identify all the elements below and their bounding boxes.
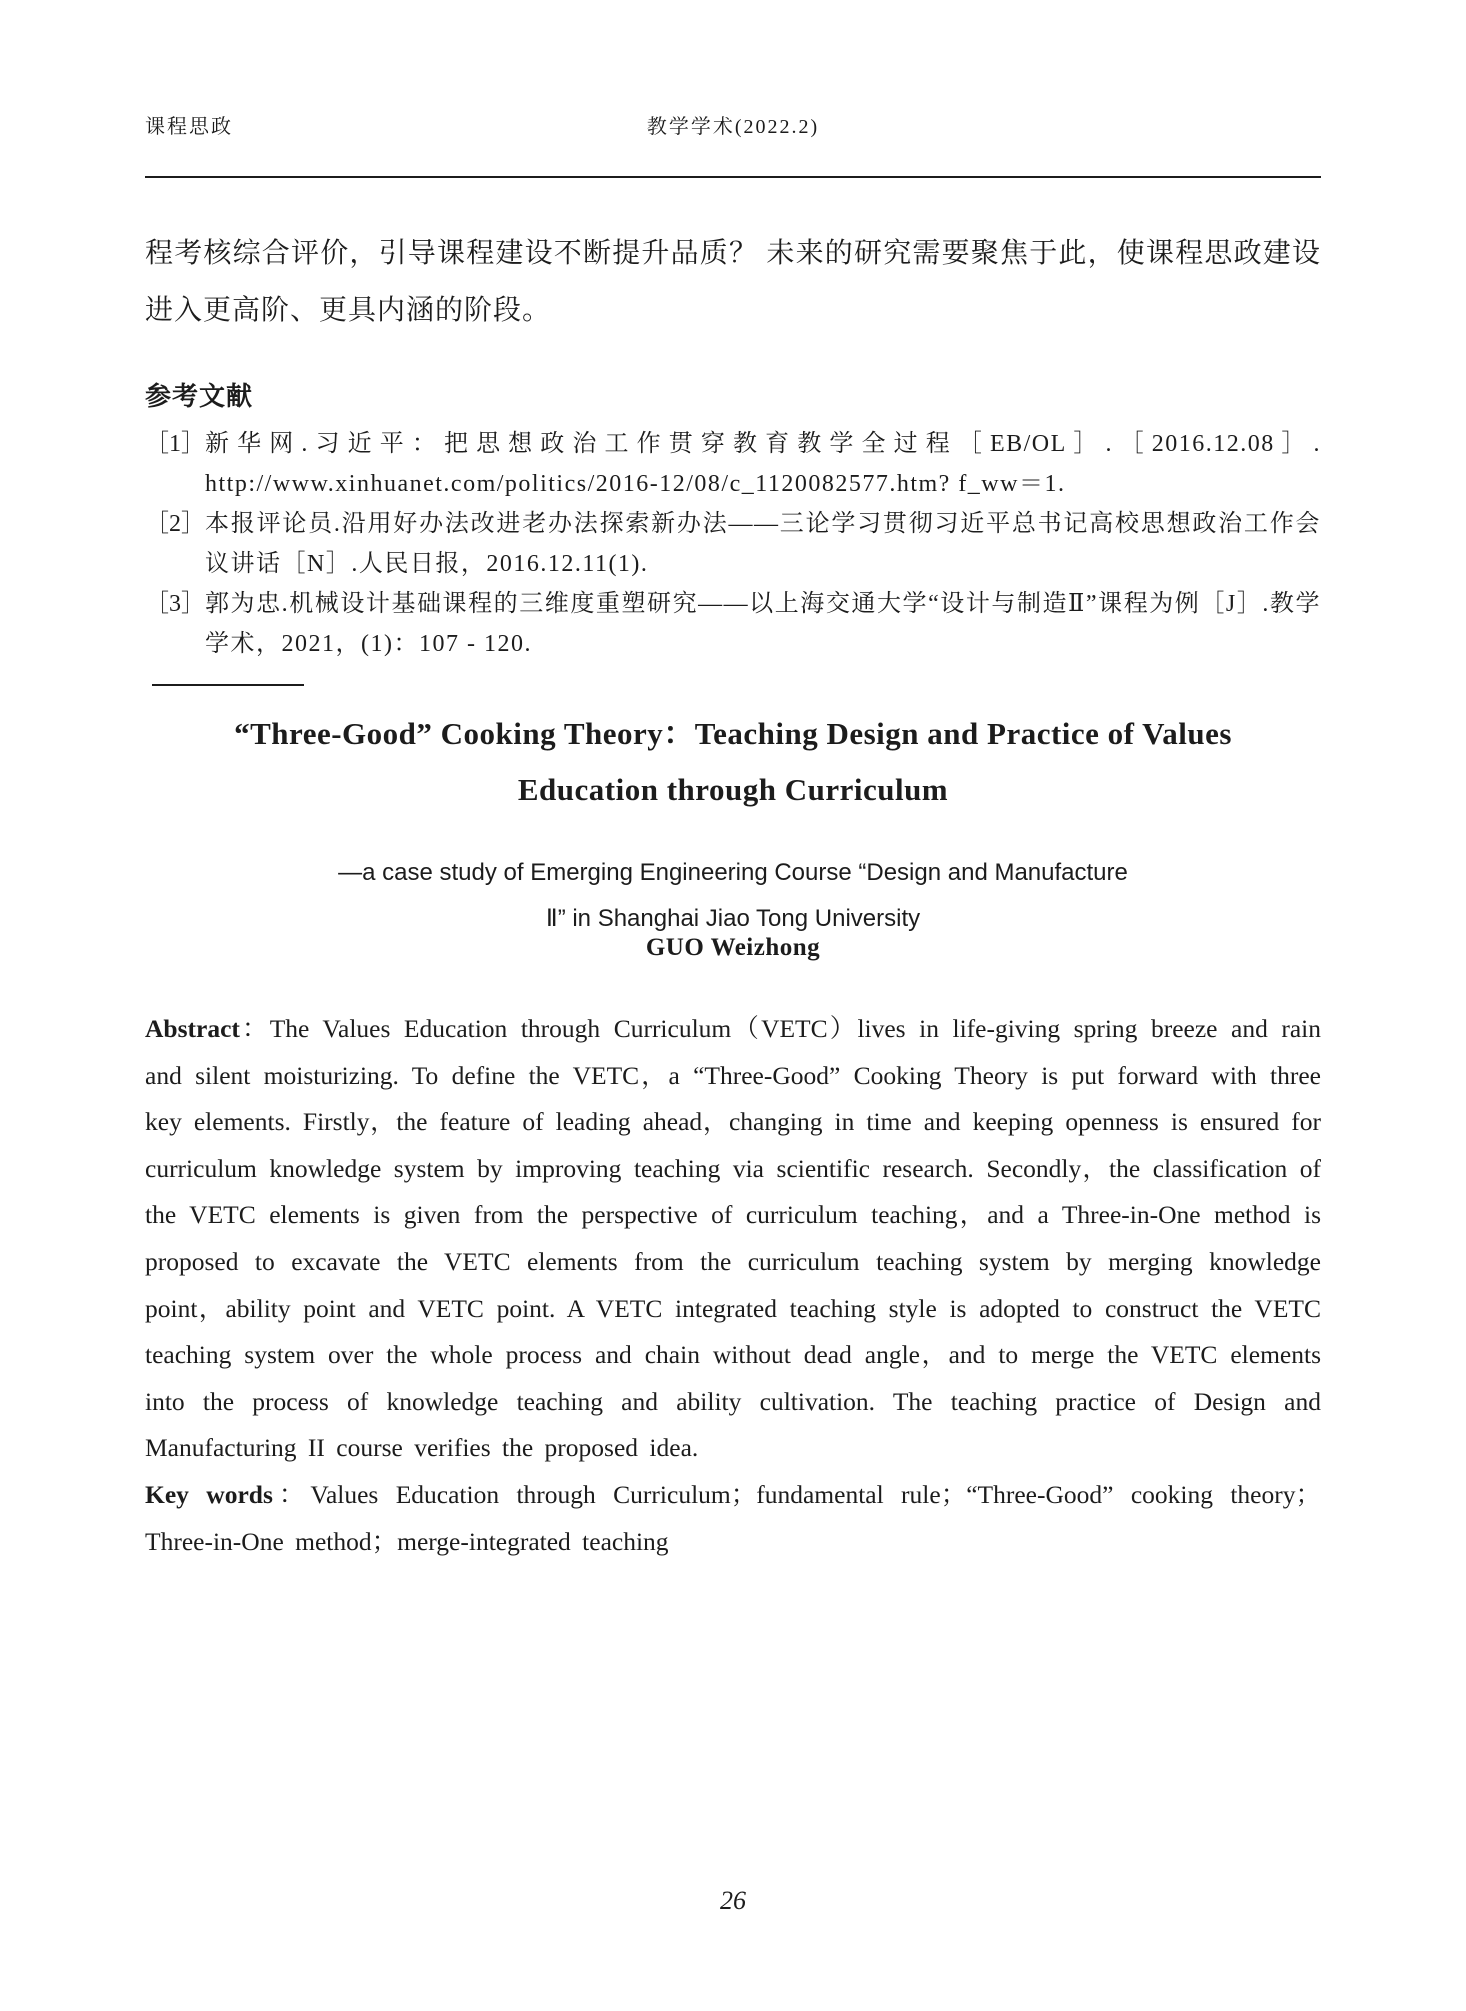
references-list	[145, 424, 1321, 664]
abstract-label: Abstract	[145, 1014, 240, 1043]
page-number: 26	[720, 1886, 746, 1915]
continuation-paragraph: 程考核综合评价，引导课程建设不断提升品质？ 未来的研究需要聚焦于此，使课程思政建设进入更高阶、更具内涵的阶段。	[145, 238, 1321, 326]
abstract-text: ：The Values Education through Curriculum（VETC）lives in life-giving spring breeze and rain and silent moisturizing. To define the VETC，a “Three-Good” Cooking Theory is put forward with three key elements. Firstly，the feature of leading ahead，changing in time and keeping openness is ensured for curriculum knowledge system by improving teaching via scientific research. Secondly，the classification of the VETC elements is given from the perspective of curriculum teaching，and a Three-in-One method is proposed to excavate the VETC elements from the curriculum teaching system by merging knowledge point，ability point and VETC point. A VETC integrated teaching style is adopted to construct the VETC teaching system over the whole process and chain without dead angle，and to merge the VETC elements into the process of knowledge teaching and ability cultivation. The teaching practice of Design and Manufacturing II course verifies the proposed idea.	[145, 1014, 1321, 1463]
references-heading: 参考文献	[145, 381, 254, 411]
keywords-label: Key words	[145, 1479, 273, 1509]
reference-item	[145, 584, 1321, 664]
abstract-paragraph	[145, 1006, 1321, 1472]
reference-text: 郭为忠.机械设计基础课程的三维度重塑研究——以上海交通大学“设计与制造Ⅱ”课程为例［J］.教学学术，2021，(1)：107 - 120.	[205, 591, 1321, 657]
reference-marker: ［2］	[145, 511, 205, 537]
running-head	[145, 110, 1321, 140]
article-title	[145, 706, 1321, 818]
keywords-text: ：Values Education through Curriculum；fundamental rule；“Three-Good” cooking theory；Three-in-One method；merge-integrated teaching	[145, 1479, 1321, 1556]
article-title-line: Education through Curriculum	[517, 772, 949, 807]
reference-item	[145, 504, 1321, 584]
article-subtitle-line: Ⅱ” in Shanghai Jiao Tong University	[545, 905, 921, 932]
header-column-label: 课程思政	[145, 116, 233, 138]
abstract-section	[145, 1006, 1321, 1565]
header-journal-title: 教学学术(2022.2)	[646, 116, 820, 138]
keywords-paragraph	[145, 1472, 1321, 1565]
reference-marker: ［3］	[145, 591, 205, 617]
reference-item	[145, 424, 1321, 504]
article-subtitle-line: —a case study of Emerging Engineering Course “Design and Manufacture	[338, 859, 1128, 886]
reference-marker: ［1］	[145, 431, 205, 457]
article-title-line: “Three-Good” Cooking Theory：Teaching Design and Practice of Values	[234, 716, 1232, 751]
reference-text: 本报评论员.沿用好办法改进老办法探索新办法——三论学习贯彻习近平总书记高校思想政治工作会议讲话［N］.人民日报，2016.12.11(1).	[205, 511, 1321, 577]
reference-text: 新华网.习近平：把思想政治工作贯穿教育教学全过程［EB/OL］.［2016.12.08］. http://www.xinhuanet.com/politics/2016-12/08/c_1120082577.htm? f_ww＝1.	[205, 431, 1321, 497]
article-subtitle	[145, 850, 1321, 942]
header-rule	[145, 176, 1321, 178]
article-start-divider	[152, 684, 304, 686]
article-author: GUO Weizhong	[645, 934, 821, 961]
